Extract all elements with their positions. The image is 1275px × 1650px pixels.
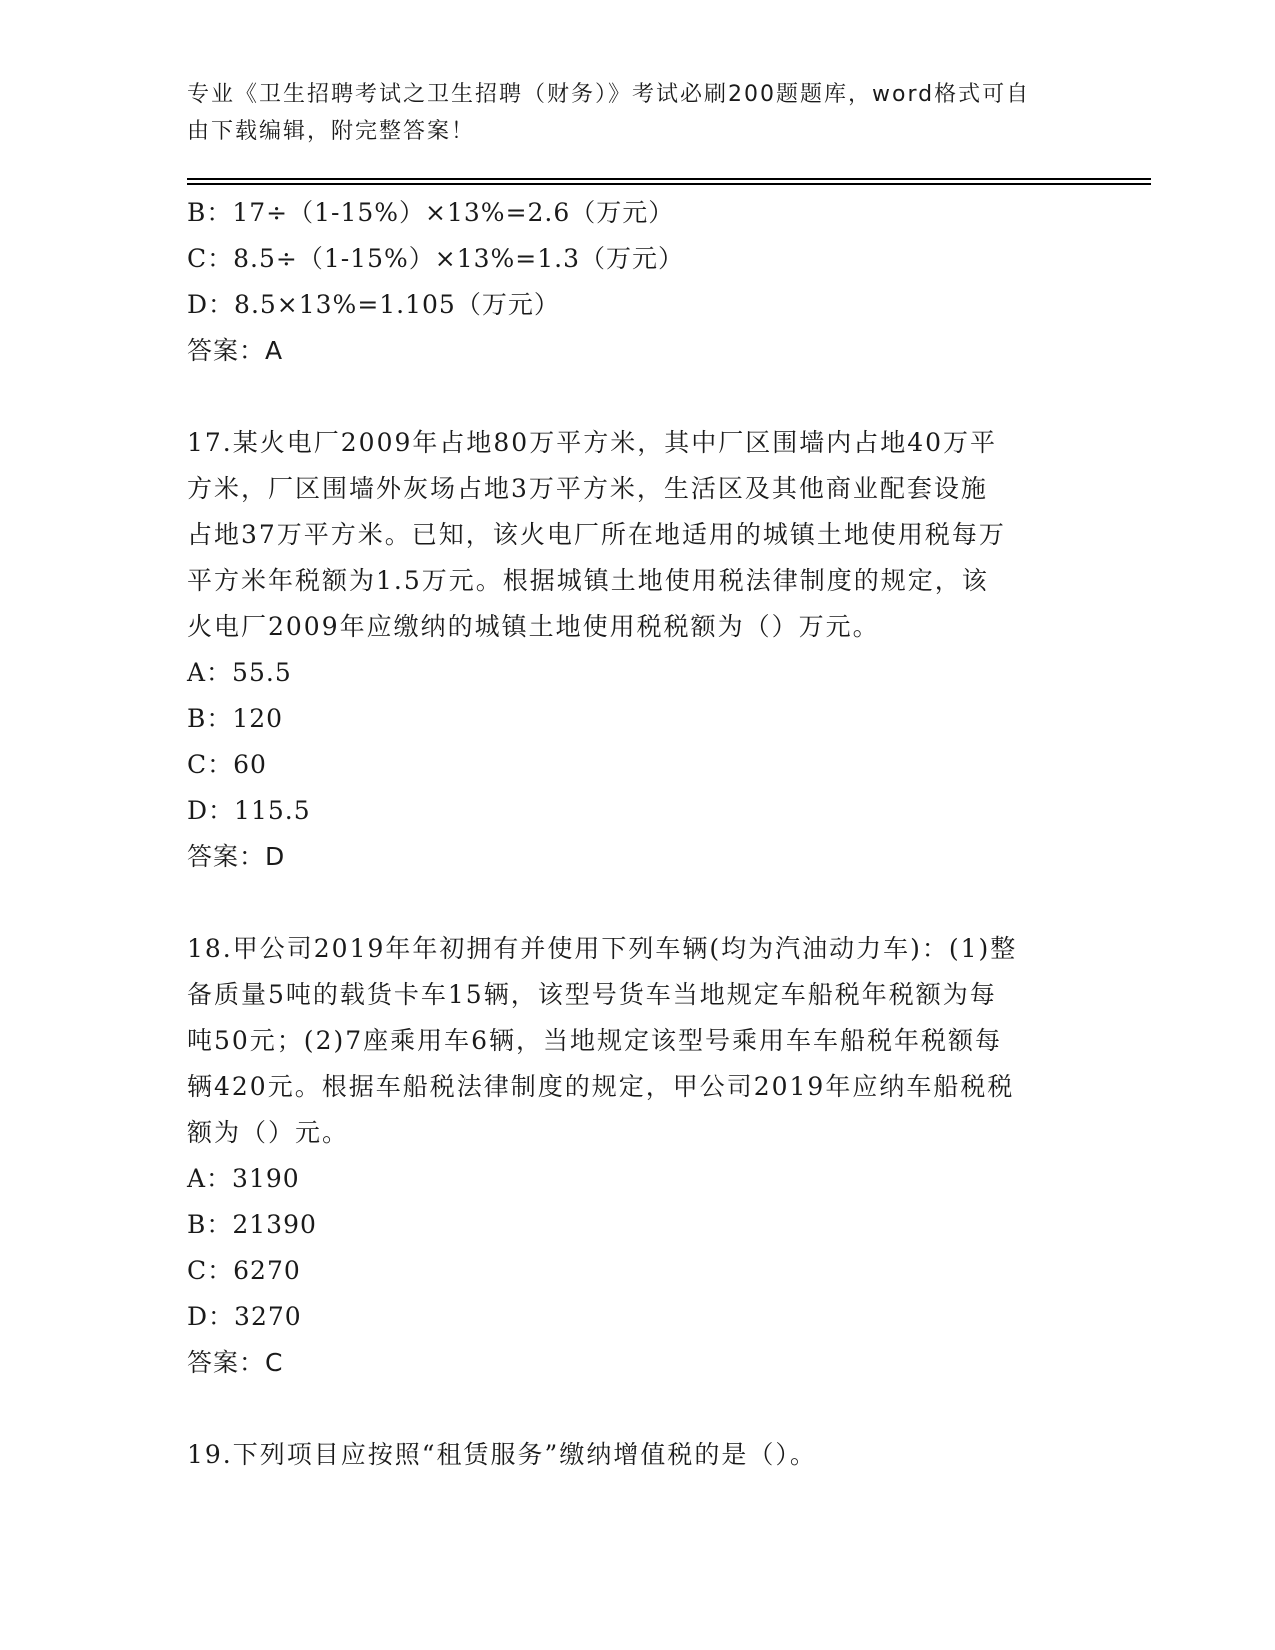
option-b: B：120	[187, 704, 284, 733]
stem-line: 17.某火电厂2009年占地80万平方米，其中厂区围墙内占地40万平	[187, 428, 998, 457]
stem-line: 18.甲公司2019年年初拥有并使用下列车辆(均为汽油动力车)：(1)整	[187, 934, 1018, 963]
question-17	[187, 420, 1087, 880]
stem-line: 备质量5吨的载货卡车15辆，该型号货车当地规定车船税年税额为每	[187, 980, 997, 1009]
spacer	[187, 880, 1087, 926]
question-stem	[187, 926, 1087, 1156]
option-a: A：3190	[187, 1164, 300, 1193]
page-header	[187, 76, 1067, 150]
stem-line: 占地37万平方米。已知，该火电厂所在地适用的城镇土地使用税每万	[187, 520, 1006, 549]
stem-line: 辆420元。根据车船税法律制度的规定，甲公司2019年应纳车船税税	[187, 1072, 1015, 1101]
option-c: C：6270	[187, 1256, 301, 1285]
option-b: B：21390	[187, 1210, 317, 1239]
stem-line: 吨50元；(2)7座乘用车6辆，当地规定该型号乘用车车船税年税额每	[187, 1026, 1003, 1055]
option-b: B：17÷（1-15%）×13%=2.6（万元）	[187, 198, 675, 227]
stem-line: 方米，厂区围墙外灰场占地3万平方米，生活区及其他商业配套设施	[187, 474, 988, 503]
stem-line: 额为（）元。	[187, 1118, 350, 1147]
spacer	[187, 374, 1087, 420]
option-c: C：60	[187, 750, 267, 779]
spacer	[187, 1386, 1087, 1432]
option-c: C：8.5÷（1-15%）×13%=1.3（万元）	[187, 244, 684, 273]
question-18	[187, 926, 1087, 1386]
answer-line: 答案：D	[187, 842, 286, 871]
header-rule-bottom	[187, 183, 1151, 185]
stem-line: 火电厂2009年应缴纳的城镇土地使用税税额为（）万元。	[187, 612, 880, 641]
question-stem	[187, 420, 1087, 650]
prev-question	[187, 190, 1087, 374]
option-d: D：115.5	[187, 796, 311, 825]
answer-line: 答案：C	[187, 1348, 284, 1377]
question-stem	[187, 1432, 1087, 1478]
answer-line: 答案：A	[187, 336, 284, 365]
option-d: D：8.5×13%=1.105（万元）	[187, 290, 560, 319]
stem-line: 平方米年税额为1.5万元。根据城镇土地使用税法律制度的规定，该	[187, 566, 989, 595]
stem-line: 19.下列项目应按照“租赁服务”缴纳增值税的是（）。	[187, 1440, 817, 1469]
document-content	[187, 190, 1087, 1478]
header-rule-top	[187, 178, 1151, 180]
question-19	[187, 1432, 1087, 1478]
option-d: D：3270	[187, 1302, 302, 1331]
header-line-2: 由下载编辑，附完整答案！	[187, 119, 476, 144]
header-line-1: 专业《卫生招聘考试之卫生招聘（财务）》考试必刷200题题库，word格式可自	[187, 82, 1031, 107]
option-a: A：55.5	[187, 658, 292, 687]
